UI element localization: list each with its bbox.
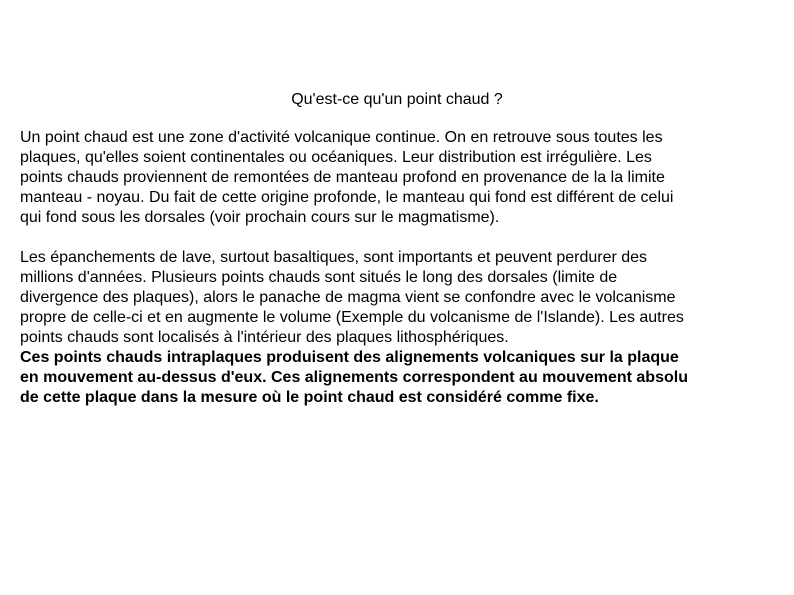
text-line: qui fond sous les dorsales (voir prochain cours sur le magmatisme). bbox=[20, 209, 500, 226]
text-line: manteau - noyau. Du fait de cette origine profonde, le manteau qui fond est différent de celui bbox=[20, 189, 674, 206]
paragraph-hotspot-definition bbox=[20, 128, 780, 228]
slide-title: Qu'est-ce qu'un point chaud ? bbox=[291, 91, 503, 108]
text-line: Un point chaud est une zone d'activité volcanique continue. On en retrouve sous toutes les bbox=[20, 129, 663, 146]
text-line: points chauds sont localisés à l'intérieur des plaques lithosphériques. bbox=[20, 329, 509, 346]
bold-text-line: de cette plaque dans la mesure où le point chaud est considéré comme fixe. bbox=[20, 389, 599, 406]
text-line: millions d'années. Plusieurs points chauds sont situés le long des dorsales (limite de bbox=[20, 269, 618, 286]
text-line: divergence des plaques), alors le panache de magma vient se confondre avec le volcanisme bbox=[20, 289, 676, 306]
body-text bbox=[20, 128, 780, 408]
text-line: points chauds proviennent de remontées de manteau profond en provenance de la la limite bbox=[20, 169, 665, 186]
paragraph-lava-effusion bbox=[20, 248, 780, 408]
text-line: Les épanchements de lave, surtout basaltiques, sont importants et peuvent perdurer des bbox=[20, 249, 648, 266]
text-line: propre de celle-ci et en augmente le volume (Exemple du volcanisme de l'Islande). Les autres bbox=[20, 309, 684, 326]
bold-text-line: Ces points chauds intraplaques produisent des alignements volcaniques sur la plaque bbox=[20, 349, 679, 366]
text-line: plaques, qu'elles soient continentales ou océaniques. Leur distribution est irrégulière. Les bbox=[20, 149, 652, 166]
bold-text-line: en mouvement au-dessus d'eux. Ces alignements correspondent au mouvement absolu bbox=[20, 369, 688, 386]
